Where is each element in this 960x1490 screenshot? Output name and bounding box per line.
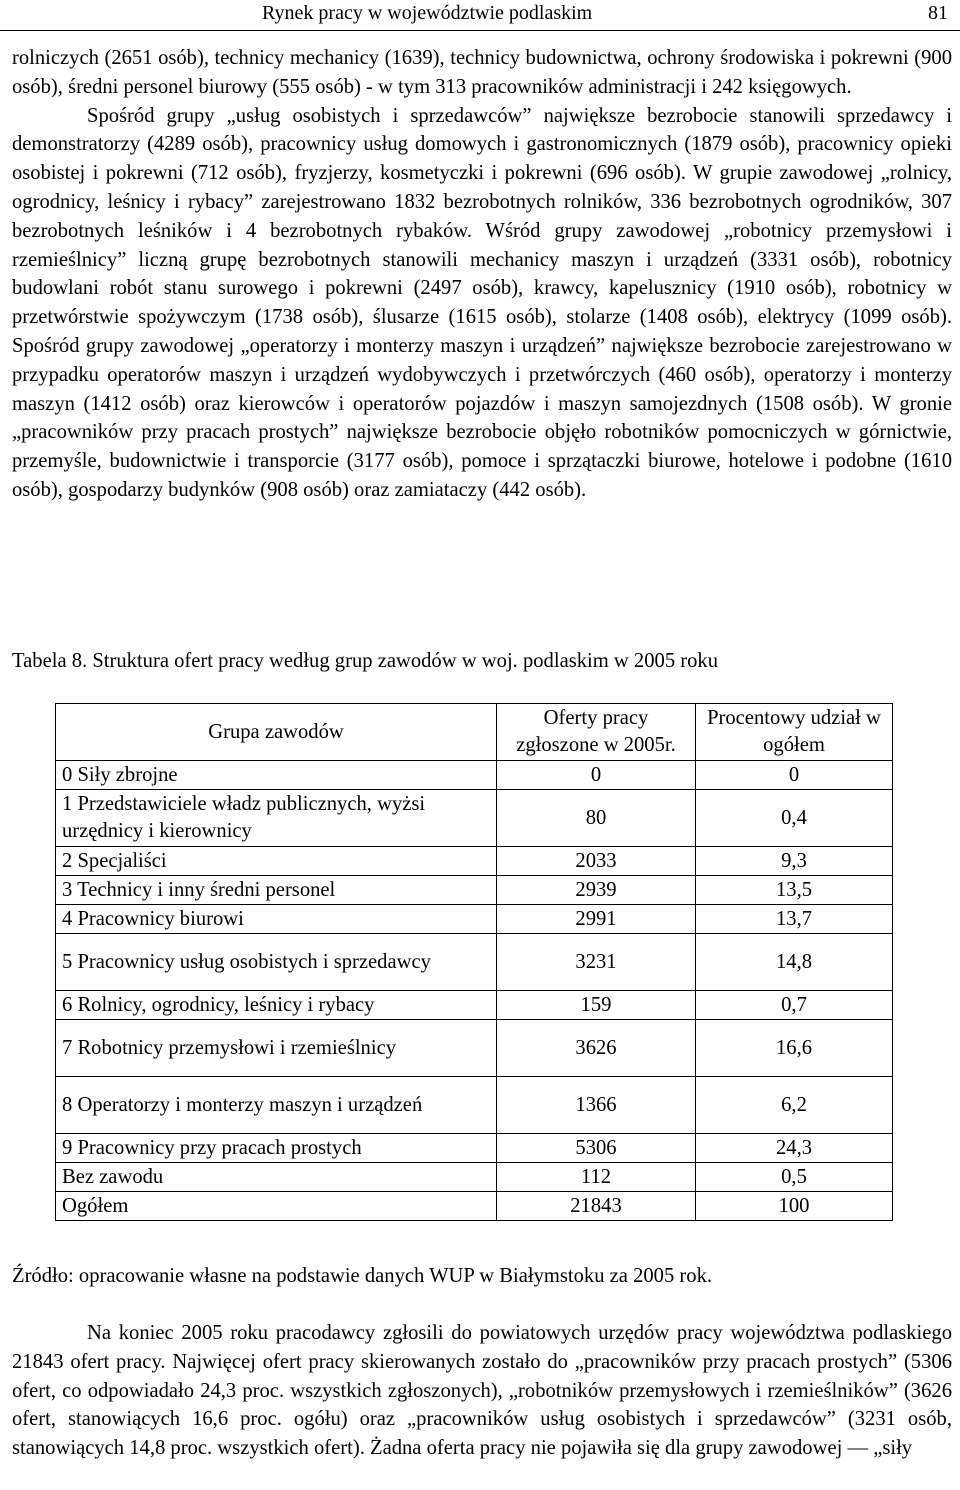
cell-offers: 3231: [497, 934, 696, 991]
cell-offers: 3626: [497, 1020, 696, 1077]
paragraph-occupations: Spośród grupy „usług osobistych i sprzedawców” największe bezrobocie stanowili sprzedawcy i demonstratorzy (4289 osób), pracownicy usług domowych i gastronomicznych (1879 osób), pracownicy opieki osobistej i pokrewni (712 osób), fryzjerzy, kosmetyczki i pokrewni (696 osób). W grupie zawodowej „rolnicy, ogrodnicy, leśnicy i rybacy” zarejestrowano 1832 bezrobotnych rolników, 336 bezrobotnych ogrodników, 307 bezrobotnych leśników i 4 bezrobotnych rybaków. Wśród grupy zawodowej „robotnicy przemysłowi i rzemieślnicy” liczną grupę bezrobotnych stanowili mechanicy maszyn i urządzeń (3331 osób), robotnicy budowlani robót stanu surowego i pokrewni (2497 osób), krawcy, kapelusznicy (1910 osób), robotnicy w przetwórstwie spożywczym (1738 osób), ślusarze (1615 osób), stolarze (1408 osób), elektrycy (1099 osób). Spośród grupy zawodowej „operatorzy i monterzy maszyn i urządzeń” największe bezrobocie zarejestrowano w przypadku operatorów maszyn i urządzeń wydobywczych i przetwórczych (460 osób), operatorzy i monterzy maszyn (1412 osób) oraz kierowców i operatorów pojazdów i maszyn samojezdnych (1508 osób). W gronie „pracowników przy pracach prostych” największe bezrobocie objęło robotników pomocniczych w górnictwie, przemyśle, budownictwie i transporcie (3177 osób), pomoce i sprzątaczki biurowe, hotelowe i podobne (1610 osób), gospodarzy budynków (908 osób) oraz zamiataczy (442 osób).: [12, 104, 952, 501]
cell-group: 3 Technicy i inny średni personel: [56, 876, 497, 905]
table-row: [56, 1163, 893, 1192]
cell-share: 13,7: [696, 905, 893, 934]
cell-group: Bez zawodu: [56, 1163, 497, 1192]
cell-offers: 2033: [497, 847, 696, 876]
cell-share: 100: [696, 1192, 893, 1221]
cell-share: 9,3: [696, 847, 893, 876]
cell-offers: 1366: [497, 1077, 696, 1134]
table-row: [56, 934, 893, 991]
source-note: Źródło: opracowanie własne na podstawie danych WUP w Białymstoku za 2005 rok.: [12, 1265, 713, 1287]
cell-share: 13,5: [696, 876, 893, 905]
cell-offers: 2939: [497, 876, 696, 905]
cell-group: 2 Specjaliści: [56, 847, 497, 876]
cell-group: 9 Pracownicy przy pracach prostych: [56, 1134, 497, 1163]
cell-offers: 159: [497, 991, 696, 1020]
cell-group: 8 Operatorzy i monterzy maszyn i urządzeń: [56, 1077, 497, 1134]
table-header-row: [56, 704, 893, 761]
table-row: [56, 1020, 893, 1077]
cell-share: 14,8: [696, 934, 893, 991]
cell-offers: 2991: [497, 905, 696, 934]
header-title: Rynek pracy w województwie podlaskim: [262, 2, 593, 24]
cell-share: 0,5: [696, 1163, 893, 1192]
cell-share: 24,3: [696, 1134, 893, 1163]
cell-share: 6,2: [696, 1077, 893, 1134]
header-share: Procentowy udział w ogółem: [696, 704, 893, 761]
table-row: [56, 761, 893, 790]
running-header: [0, 0, 960, 31]
table-row: [56, 1077, 893, 1134]
cell-offers: 112: [497, 1163, 696, 1192]
header-offers: Oferty pracy zgłoszone w 2005r.: [497, 704, 696, 761]
cell-group: 4 Pracownicy biurowi: [56, 905, 497, 934]
cell-share: 0,4: [696, 790, 893, 847]
cell-group: 1 Przedstawiciele władz publicznych, wyżsi urzędnicy i kierownicy: [56, 790, 497, 847]
table-row-total: [56, 1192, 893, 1221]
cell-group: 0 Siły zbrojne: [56, 761, 497, 790]
table-caption: Tabela 8. Struktura ofert pracy według grup zawodów w woj. podlaskim w 2005 roku: [12, 650, 719, 672]
page-number: 81: [928, 2, 948, 24]
job-offers-table: [55, 703, 893, 1221]
cell-group: 5 Pracownicy usług osobistych i sprzedawcy: [56, 934, 497, 991]
cell-share: 0,7: [696, 991, 893, 1020]
cell-share: 0: [696, 761, 893, 790]
body-text-top: [12, 44, 952, 505]
table-row: [56, 876, 893, 905]
paragraph-job-offers: Na koniec 2005 roku pracodawcy zgłosili do powiatowych urzędów pracy województwa podlaskiego 21843 ofert pracy. Najwięcej ofert pracy skierowanych zostało do „pracowników przy pracach prostych” (5306 ofert, co odpowiadało 24,3 proc. wszystkich zgłoszonych), „robotników przemysłowych i rzemieślników” (3626 ofert, stanowiących 16,6 proc. ogółu) oraz „pracowników usług osobistych i sprzedawców” (3231 osób, stanowiących 14,8 proc. wszystkich ofert). Żadna oferta pracy nie pojawiła się dla grupy zawodowej — „siły: [12, 1322, 952, 1460]
cell-group: 7 Robotnicy przemysłowi i rzemieślnicy: [56, 1020, 497, 1077]
header-group: Grupa zawodów: [56, 704, 497, 761]
table-row: [56, 1134, 893, 1163]
cell-group: Ogółem: [56, 1192, 497, 1221]
table-row: [56, 790, 893, 847]
cell-group: 6 Rolnicy, ogrodnicy, leśnicy i rybacy: [56, 991, 497, 1020]
cell-offers: 5306: [497, 1134, 696, 1163]
paragraph-continued: rolniczych (2651 osób), technicy mechanicy (1639), technicy budownictwa, ochrony środowiska i pokrewni (900 osób), średni personel biurowy (555 osób) - w tym 313 pracowników administracji i 242 księgowych.: [12, 47, 952, 98]
table-row: [56, 905, 893, 934]
cell-offers: 0: [497, 761, 696, 790]
cell-offers: 21843: [497, 1192, 696, 1221]
cell-offers: 80: [497, 790, 696, 847]
cell-share: 16,6: [696, 1020, 893, 1077]
table-row: [56, 847, 893, 876]
table-row: [56, 991, 893, 1020]
